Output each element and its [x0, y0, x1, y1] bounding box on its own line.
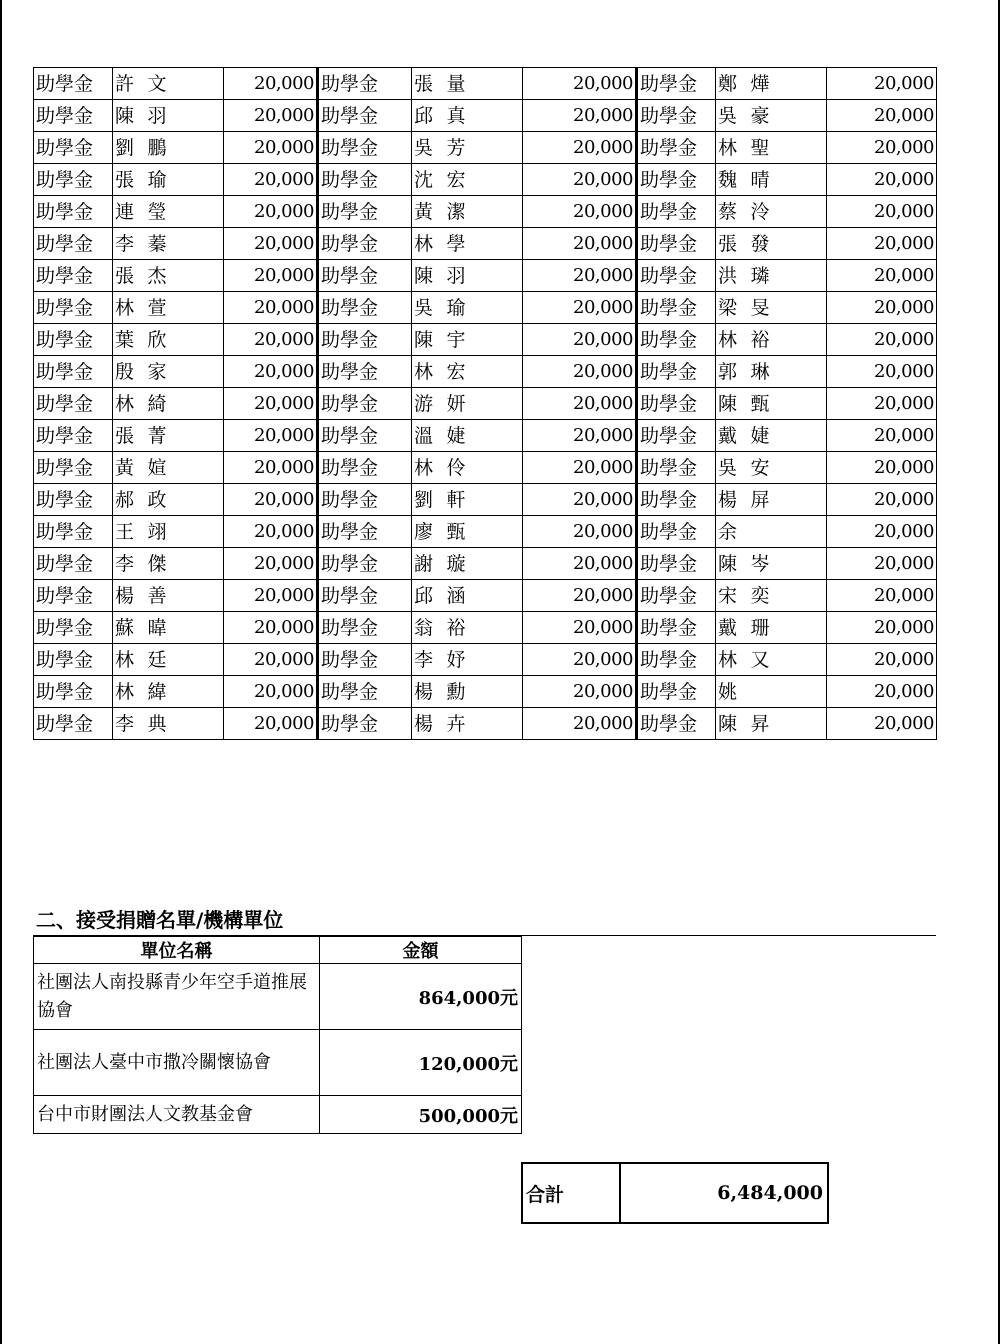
donation-header-row: [34, 937, 522, 964]
award-amount: 20,000: [827, 516, 937, 548]
award-type: 助學金: [318, 580, 412, 612]
recipient-surname: 黃: [412, 196, 445, 228]
award-amount: 20,000: [827, 100, 937, 132]
award-type: 助學金: [637, 452, 716, 484]
award-type: 助學金: [637, 356, 716, 388]
award-amount: 20,000: [827, 132, 937, 164]
recipient-given-name: 泠: [749, 196, 827, 228]
recipient-surname: 陳: [716, 548, 749, 580]
award-amount: 20,000: [523, 484, 637, 516]
award-amount: 20,000: [224, 580, 318, 612]
award-type: 助學金: [318, 356, 412, 388]
scholarship-row: [34, 196, 937, 228]
recipient-given-name: 學: [445, 228, 523, 260]
recipient-given-name: 燁: [749, 68, 827, 100]
recipient-surname: 吳: [412, 292, 445, 324]
recipient-surname: 余: [716, 516, 749, 548]
award-type: 助學金: [318, 164, 412, 196]
award-type: 助學金: [637, 100, 716, 132]
recipient-given-name: 瑜: [146, 164, 224, 196]
recipient-surname: 連: [113, 196, 146, 228]
recipient-surname: 邱: [412, 580, 445, 612]
recipient-given-name: 岑: [749, 548, 827, 580]
award-amount: 20,000: [523, 68, 637, 100]
recipient-surname: 張: [113, 420, 146, 452]
recipient-surname: 吳: [716, 100, 749, 132]
recipient-surname: 洪: [716, 260, 749, 292]
award-amount: 20,000: [523, 292, 637, 324]
award-type: 助學金: [34, 420, 113, 452]
award-type: 助學金: [318, 388, 412, 420]
recipient-surname: 姚: [716, 676, 749, 708]
award-amount: 20,000: [224, 420, 318, 452]
recipient-surname: 林: [113, 388, 146, 420]
recipient-given-name: 羽: [445, 260, 523, 292]
award-amount: 20,000: [523, 420, 637, 452]
award-type: 助學金: [34, 292, 113, 324]
award-type: 助學金: [637, 68, 716, 100]
award-type: 助學金: [318, 100, 412, 132]
recipient-surname: 王: [113, 516, 146, 548]
recipient-surname: 謝: [412, 548, 445, 580]
award-type: 助學金: [637, 644, 716, 676]
recipient-given-name: 綺: [146, 388, 224, 420]
award-type: 助學金: [318, 196, 412, 228]
scholarship-row: [34, 164, 937, 196]
award-type: 助學金: [34, 228, 113, 260]
recipient-surname: 宋: [716, 580, 749, 612]
total-row: [522, 1163, 828, 1223]
donation-table: [33, 936, 522, 1134]
recipient-surname: 林: [113, 644, 146, 676]
recipient-given-name: 廷: [146, 644, 224, 676]
recipient-given-name: 蓁: [146, 228, 224, 260]
award-amount: 20,000: [827, 196, 937, 228]
award-amount: 20,000: [827, 164, 937, 196]
award-type: 助學金: [34, 164, 113, 196]
recipient-given-name: 妤: [445, 644, 523, 676]
recipient-given-name: 典: [146, 708, 224, 740]
award-type: 助學金: [34, 388, 113, 420]
recipient-surname: 林: [412, 452, 445, 484]
award-amount: 20,000: [827, 548, 937, 580]
scholarship-row: [34, 420, 937, 452]
award-type: 助學金: [637, 324, 716, 356]
award-amount: 20,000: [224, 260, 318, 292]
award-amount: 20,000: [827, 580, 937, 612]
recipient-given-name: 緯: [146, 676, 224, 708]
recipient-surname: 吳: [716, 452, 749, 484]
recipient-surname: 蔡: [716, 196, 749, 228]
award-amount: 20,000: [827, 228, 937, 260]
recipient-surname: 翁: [412, 612, 445, 644]
award-type: 助學金: [637, 548, 716, 580]
award-amount: 20,000: [224, 548, 318, 580]
recipient-surname: 葉: [113, 324, 146, 356]
header-unit-name: 單位名稱: [34, 937, 320, 964]
recipient-given-name: 琳: [749, 356, 827, 388]
recipient-given-name: 杰: [146, 260, 224, 292]
award-amount: 20,000: [523, 388, 637, 420]
award-type: 助學金: [637, 484, 716, 516]
recipient-given-name: 甄: [445, 516, 523, 548]
donation-section-title: 二、接受捐贈名單/機構單位: [36, 908, 284, 932]
recipient-given-name: 鵬: [146, 132, 224, 164]
recipient-given-name: 瑜: [445, 292, 523, 324]
recipient-given-name: 家: [146, 356, 224, 388]
award-amount: 20,000: [224, 676, 318, 708]
recipient-surname: 黃: [113, 452, 146, 484]
award-type: 助學金: [637, 676, 716, 708]
award-amount: 20,000: [827, 452, 937, 484]
recipient-given-name: 宏: [445, 164, 523, 196]
recipient-given-name: 昇: [749, 708, 827, 740]
total-label: 合計: [522, 1163, 620, 1223]
award-type: 助學金: [34, 516, 113, 548]
recipient-surname: 楊: [113, 580, 146, 612]
recipient-given-name: 量: [445, 68, 523, 100]
recipient-surname: 張: [113, 164, 146, 196]
donor-amount: 500,000元: [320, 1096, 522, 1134]
recipient-surname: 鄭: [716, 68, 749, 100]
recipient-surname: 林: [412, 228, 445, 260]
recipient-surname: 戴: [716, 420, 749, 452]
header-amount: 金額: [320, 937, 522, 964]
donor-name: 台中市財團法人文教基金會: [34, 1096, 320, 1134]
award-amount: 20,000: [523, 452, 637, 484]
award-type: 助學金: [637, 260, 716, 292]
award-amount: 20,000: [523, 356, 637, 388]
award-amount: 20,000: [224, 516, 318, 548]
recipient-given-name: 真: [445, 100, 523, 132]
recipient-surname: 張: [716, 228, 749, 260]
recipient-given-name: 瑩: [146, 196, 224, 228]
award-type: 助學金: [34, 260, 113, 292]
award-type: 助學金: [318, 228, 412, 260]
scholarship-row: [34, 356, 937, 388]
donation-row: [34, 1096, 522, 1134]
award-amount: 20,000: [827, 388, 937, 420]
award-amount: 20,000: [827, 356, 937, 388]
recipient-given-name: 伶: [445, 452, 523, 484]
award-amount: 20,000: [224, 132, 318, 164]
recipient-given-name: 婕: [749, 420, 827, 452]
award-type: 助學金: [637, 196, 716, 228]
recipient-given-name: 旻: [749, 292, 827, 324]
award-type: 助學金: [637, 132, 716, 164]
award-type: 助學金: [318, 484, 412, 516]
award-amount: 20,000: [523, 324, 637, 356]
award-amount: 20,000: [224, 164, 318, 196]
scholarship-row: [34, 292, 937, 324]
award-amount: 20,000: [523, 676, 637, 708]
award-type: 助學金: [318, 68, 412, 100]
recipient-given-name: 傑: [146, 548, 224, 580]
recipient-given-name: 聖: [749, 132, 827, 164]
award-type: 助學金: [318, 612, 412, 644]
award-type: 助學金: [318, 548, 412, 580]
award-amount: 20,000: [523, 100, 637, 132]
scholarship-row: [34, 68, 937, 100]
donation-row: [34, 964, 522, 1030]
award-amount: 20,000: [224, 196, 318, 228]
award-amount: 20,000: [523, 132, 637, 164]
recipient-surname: 陳: [113, 100, 146, 132]
award-amount: 20,000: [827, 612, 937, 644]
award-amount: 20,000: [224, 612, 318, 644]
award-type: 助學金: [318, 644, 412, 676]
recipient-surname: 張: [412, 68, 445, 100]
award-type: 助學金: [637, 516, 716, 548]
award-amount: 20,000: [827, 676, 937, 708]
recipient-surname: 張: [113, 260, 146, 292]
recipient-given-name: 珊: [749, 612, 827, 644]
recipient-surname: 林: [412, 356, 445, 388]
scholarship-row: [34, 388, 937, 420]
recipient-given-name: [749, 516, 827, 548]
award-amount: 20,000: [523, 516, 637, 548]
recipient-given-name: 奕: [749, 580, 827, 612]
award-amount: 20,000: [224, 484, 318, 516]
recipient-given-name: 萱: [146, 292, 224, 324]
recipient-given-name: 文: [146, 68, 224, 100]
award-type: 助學金: [318, 516, 412, 548]
recipient-given-name: 妍: [445, 388, 523, 420]
recipient-given-name: 發: [749, 228, 827, 260]
recipient-surname: 林: [113, 676, 146, 708]
recipient-surname: 楊: [412, 708, 445, 740]
award-amount: 20,000: [827, 484, 937, 516]
scholarship-row: [34, 132, 937, 164]
recipient-given-name: 軒: [445, 484, 523, 516]
award-type: 助學金: [34, 100, 113, 132]
award-amount: 20,000: [523, 260, 637, 292]
recipient-given-name: 宇: [445, 324, 523, 356]
recipient-surname: 林: [113, 292, 146, 324]
award-type: 助學金: [318, 324, 412, 356]
award-type: 助學金: [34, 324, 113, 356]
recipient-given-name: 媗: [146, 452, 224, 484]
award-type: 助學金: [34, 484, 113, 516]
award-amount: 20,000: [224, 292, 318, 324]
award-type: 助學金: [637, 580, 716, 612]
award-type: 助學金: [34, 644, 113, 676]
award-type: 助學金: [34, 580, 113, 612]
scholarship-table-body: [34, 68, 937, 740]
scholarship-row: [34, 484, 937, 516]
scholarship-row: [34, 548, 937, 580]
scholarship-row: [34, 260, 937, 292]
recipient-surname: 吳: [412, 132, 445, 164]
recipient-given-name: 豪: [749, 100, 827, 132]
recipient-given-name: 璇: [445, 548, 523, 580]
recipient-surname: 林: [716, 324, 749, 356]
award-type: 助學金: [637, 388, 716, 420]
award-type: 助學金: [637, 612, 716, 644]
recipient-surname: 陳: [412, 324, 445, 356]
award-type: 助學金: [34, 452, 113, 484]
scholarship-row: [34, 452, 937, 484]
award-amount: 20,000: [224, 324, 318, 356]
recipient-surname: 殷: [113, 356, 146, 388]
recipient-given-name: 甄: [749, 388, 827, 420]
recipient-surname: 郝: [113, 484, 146, 516]
award-type: 助學金: [34, 356, 113, 388]
award-amount: 20,000: [523, 196, 637, 228]
award-amount: 20,000: [224, 356, 318, 388]
recipient-given-name: 欣: [146, 324, 224, 356]
award-type: 助學金: [34, 708, 113, 740]
recipient-given-name: 潔: [445, 196, 523, 228]
award-amount: 20,000: [224, 228, 318, 260]
recipient-surname: 劉: [412, 484, 445, 516]
recipient-given-name: 裕: [445, 612, 523, 644]
award-amount: 20,000: [827, 68, 937, 100]
award-type: 助學金: [34, 196, 113, 228]
recipient-given-name: 菁: [146, 420, 224, 452]
award-amount: 20,000: [827, 644, 937, 676]
recipient-surname: 游: [412, 388, 445, 420]
recipient-surname: 楊: [412, 676, 445, 708]
recipient-given-name: 璘: [749, 260, 827, 292]
scholarship-row: [34, 612, 937, 644]
award-amount: 20,000: [224, 68, 318, 100]
award-type: 助學金: [637, 228, 716, 260]
scholarship-row: [34, 644, 937, 676]
total-value: 6,484,000: [620, 1163, 828, 1223]
donor-name: 社團法人臺中市撒冷關懷協會: [34, 1030, 320, 1096]
recipient-surname: 許: [113, 68, 146, 100]
scholarship-table: [33, 67, 937, 740]
total-table: [521, 1162, 829, 1224]
recipient-surname: 李: [113, 228, 146, 260]
award-amount: 20,000: [523, 580, 637, 612]
recipient-surname: 劉: [113, 132, 146, 164]
award-amount: 20,000: [827, 292, 937, 324]
scholarship-row: [34, 676, 937, 708]
recipient-surname: 陳: [716, 388, 749, 420]
scholarship-row: [34, 324, 937, 356]
recipient-surname: 戴: [716, 612, 749, 644]
recipient-surname: 林: [716, 644, 749, 676]
award-amount: 20,000: [224, 644, 318, 676]
award-amount: 20,000: [224, 388, 318, 420]
award-amount: 20,000: [827, 324, 937, 356]
donor-name: 社團法人南投縣青少年空手道推展協會: [34, 964, 320, 1030]
recipient-given-name: 裕: [749, 324, 827, 356]
recipient-given-name: 涵: [445, 580, 523, 612]
award-amount: 20,000: [523, 612, 637, 644]
recipient-given-name: 安: [749, 452, 827, 484]
award-type: 助學金: [318, 292, 412, 324]
scholarship-row: [34, 516, 937, 548]
award-amount: 20,000: [523, 644, 637, 676]
recipient-surname: 溫: [412, 420, 445, 452]
award-type: 助學金: [34, 548, 113, 580]
recipient-given-name: 又: [749, 644, 827, 676]
award-amount: 20,000: [827, 708, 937, 740]
donation-row: [34, 1030, 522, 1096]
scholarship-row: [34, 580, 937, 612]
recipient-surname: 陳: [412, 260, 445, 292]
award-amount: 20,000: [827, 420, 937, 452]
recipient-given-name: 婕: [445, 420, 523, 452]
award-type: 助學金: [34, 612, 113, 644]
scholarship-row: [34, 100, 937, 132]
recipient-given-name: 宏: [445, 356, 523, 388]
recipient-surname: 沈: [412, 164, 445, 196]
donor-amount: 120,000元: [320, 1030, 522, 1096]
recipient-surname: 郭: [716, 356, 749, 388]
recipient-given-name: 芳: [445, 132, 523, 164]
donor-amount: 864,000元: [320, 964, 522, 1030]
award-amount: 20,000: [224, 100, 318, 132]
recipient-given-name: 屏: [749, 484, 827, 516]
award-amount: 20,000: [224, 452, 318, 484]
recipient-given-name: 政: [146, 484, 224, 516]
award-amount: 20,000: [523, 548, 637, 580]
recipient-given-name: 卉: [445, 708, 523, 740]
award-type: 助學金: [318, 452, 412, 484]
recipient-surname: 魏: [716, 164, 749, 196]
recipient-surname: 李: [113, 548, 146, 580]
recipient-given-name: 晴: [749, 164, 827, 196]
recipient-given-name: 羽: [146, 100, 224, 132]
award-type: 助學金: [318, 420, 412, 452]
award-type: 助學金: [34, 132, 113, 164]
award-type: 助學金: [34, 68, 113, 100]
award-amount: 20,000: [523, 228, 637, 260]
recipient-given-name: 翊: [146, 516, 224, 548]
recipient-given-name: 善: [146, 580, 224, 612]
recipient-surname: 李: [412, 644, 445, 676]
recipient-surname: 楊: [716, 484, 749, 516]
award-amount: 20,000: [827, 260, 937, 292]
recipient-surname: 林: [716, 132, 749, 164]
award-type: 助學金: [318, 132, 412, 164]
award-amount: 20,000: [523, 164, 637, 196]
recipient-surname: 李: [113, 708, 146, 740]
award-type: 助學金: [637, 708, 716, 740]
recipient-surname: 梁: [716, 292, 749, 324]
scholarship-row: [34, 228, 937, 260]
award-type: 助學金: [318, 676, 412, 708]
award-type: 助學金: [637, 164, 716, 196]
award-type: 助學金: [318, 708, 412, 740]
recipient-surname: 陳: [716, 708, 749, 740]
award-type: 助學金: [637, 292, 716, 324]
recipient-given-name: 勳: [445, 676, 523, 708]
recipient-surname: 邱: [412, 100, 445, 132]
recipient-surname: 廖: [412, 516, 445, 548]
recipient-given-name: 暐: [146, 612, 224, 644]
award-amount: 20,000: [523, 708, 637, 740]
award-type: 助學金: [34, 676, 113, 708]
award-amount: 20,000: [224, 708, 318, 740]
recipient-surname: 蘇: [113, 612, 146, 644]
award-type: 助學金: [318, 260, 412, 292]
award-type: 助學金: [637, 420, 716, 452]
scholarship-row: [34, 708, 937, 740]
recipient-given-name: [749, 676, 827, 708]
